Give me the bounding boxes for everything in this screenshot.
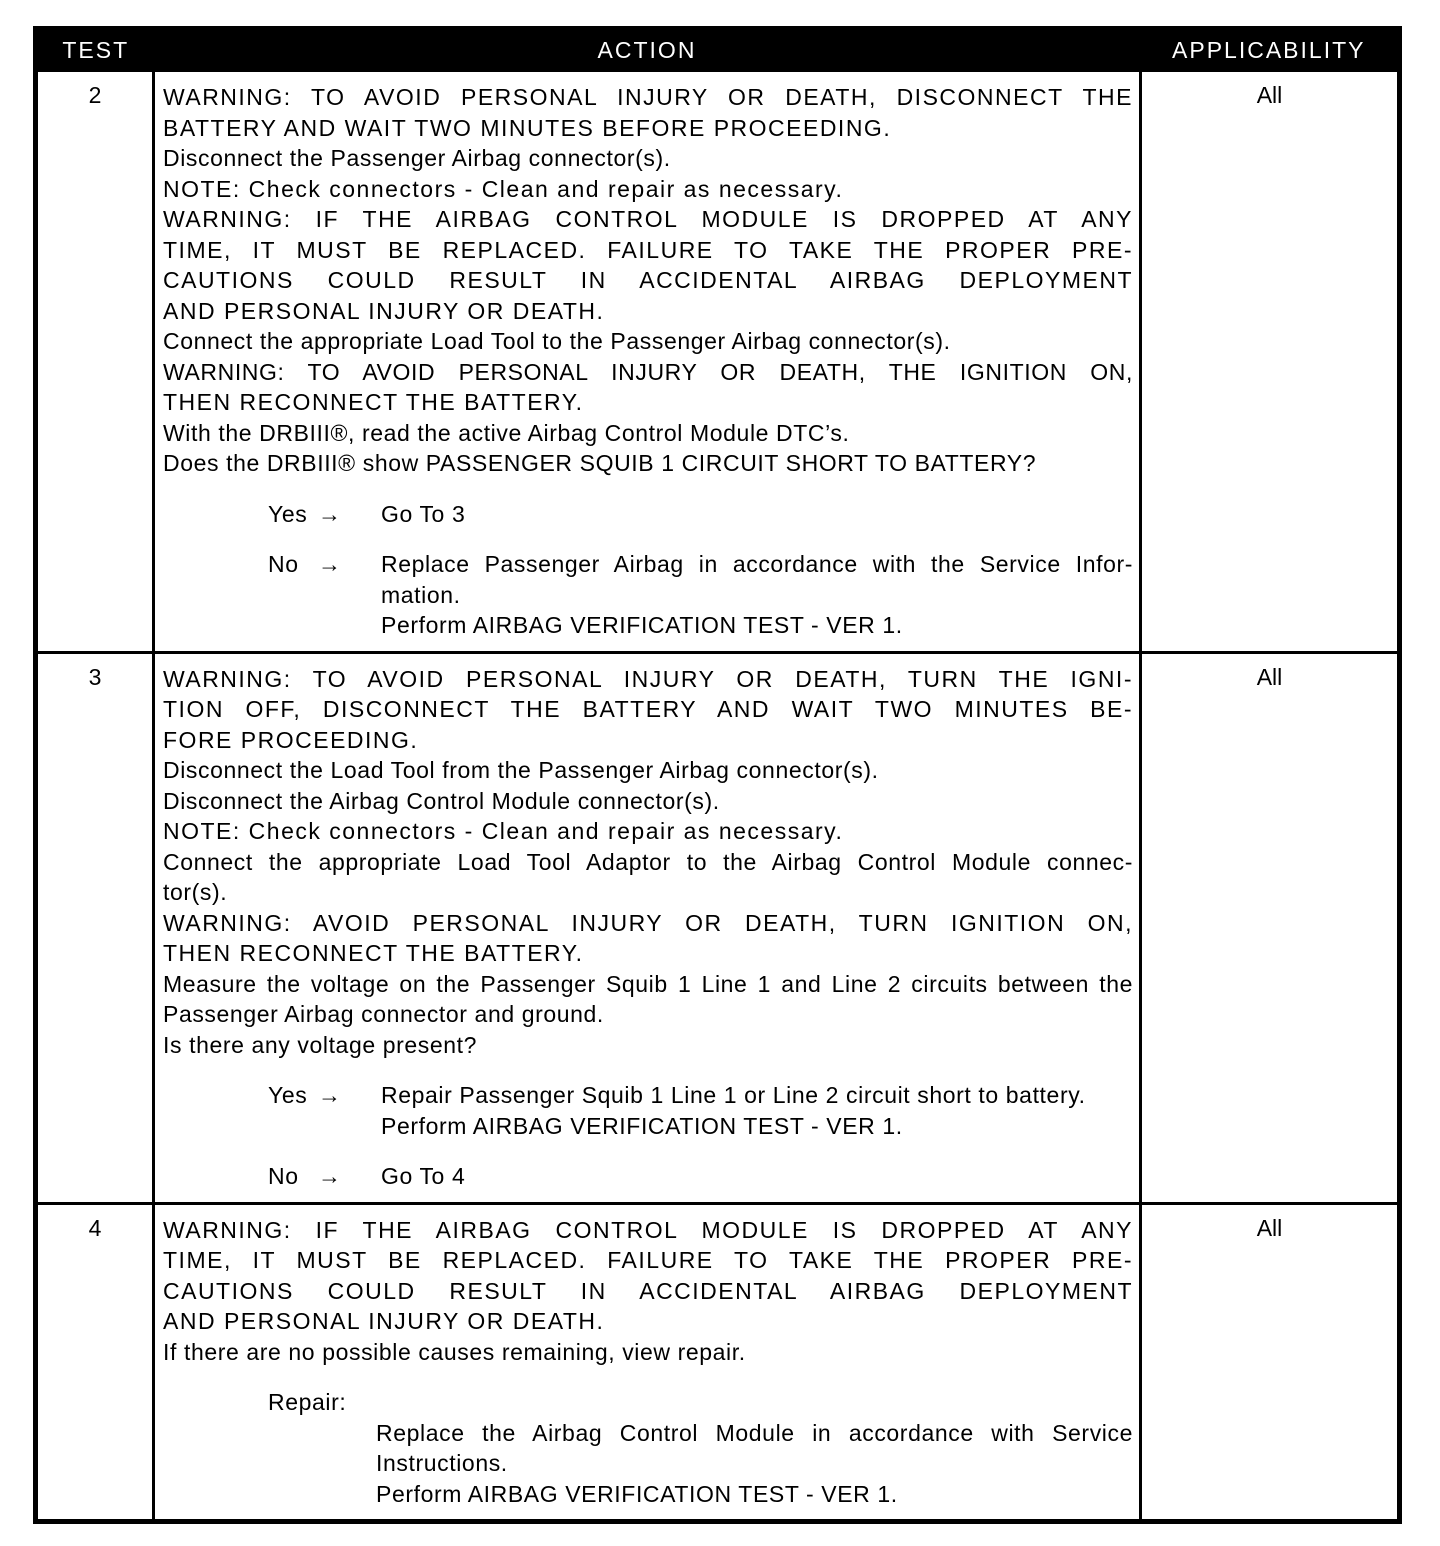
applicability: All: [1141, 71, 1400, 653]
no-label: No: [268, 1163, 299, 1189]
no-label: No: [268, 551, 299, 577]
branch-result: Go To 3: [381, 500, 466, 527]
applicability: All: [1141, 652, 1400, 1203]
branch-result: Repair Passenger Squib 1 Line 1 or Line 2 circuit short to battery.: [381, 1082, 1086, 1108]
action-line: TIME, IT MUST BE REPLACED. FAILURE TO TAKE THE PROPER PRE-: [163, 236, 1133, 263]
action-line: THEN RECONNECT THE BATTERY.: [163, 940, 584, 966]
action-cell: [154, 652, 1141, 1203]
repair-instructions: [376, 1418, 1133, 1510]
table-row: [36, 1203, 1400, 1522]
action-line: AND PERSONAL INJURY OR DEATH.: [163, 297, 605, 324]
action-line: WARNING: TO AVOID PERSONAL INJURY OR DEATH, THE IGNITION ON,: [163, 358, 1133, 385]
arrow-right-icon: →: [318, 1163, 342, 1189]
yes-label: Yes: [268, 1082, 308, 1108]
yes-label: Yes: [268, 500, 308, 527]
branch-result: Perform AIRBAG VERIFICATION TEST - VER 1.: [381, 612, 903, 638]
action-cell: [154, 1203, 1141, 1522]
applicability: All: [1141, 1203, 1400, 1522]
repair-line: Instructions.: [376, 1450, 508, 1476]
test-table: [33, 26, 1402, 1524]
action-line: NOTE: Check connectors - Clean and repair as necessary.: [163, 175, 844, 202]
header-test: TEST: [36, 29, 154, 71]
header-action: ACTION: [154, 29, 1141, 71]
action-line: AND PERSONAL INJURY OR DEATH.: [163, 1308, 605, 1334]
action-line: Connect the appropriate Load Tool Adaptor to the Airbag Control Module connec-: [163, 848, 1133, 875]
branch-result: mation.: [381, 581, 461, 608]
branch-result: Replace Passenger Airbag in accordance with the Service Infor-: [381, 551, 1133, 577]
action-line: TION OFF, DISCONNECT THE BATTERY AND WAIT TWO MINUTES BE-: [163, 696, 1133, 722]
arrow-right-icon: →: [318, 1082, 342, 1108]
repair-line: Perform AIRBAG VERIFICATION TEST - VER 1.: [376, 1480, 898, 1507]
action-line: Disconnect the Load Tool from the Passenger Airbag connector(s).: [163, 757, 879, 783]
test-number: 3: [36, 652, 154, 1203]
no-branch: [268, 1161, 1133, 1192]
action-line: Is there any voltage present?: [163, 1031, 478, 1058]
action-line: CAUTIONS COULD RESULT IN ACCIDENTAL AIRBAG DEPLOYMENT: [163, 267, 1133, 293]
yes-branch: [268, 1080, 1133, 1141]
header-applicability: APPLICABILITY: [1141, 29, 1400, 71]
action-line: TIME, IT MUST BE REPLACED. FAILURE TO TAKE THE PROPER PRE-: [163, 1247, 1133, 1273]
action-line: Disconnect the Passenger Airbag connector(s).: [163, 145, 671, 171]
arrow-right-icon: →: [318, 551, 342, 577]
diagnostic-procedure-table: [33, 26, 1397, 1524]
action-line: WARNING: IF THE AIRBAG CONTROL MODULE IS DROPPED AT ANY: [163, 1216, 1133, 1243]
branch-result: Go To 4: [381, 1163, 466, 1189]
action-line: BATTERY AND WAIT TWO MINUTES BEFORE PROCEEDING.: [163, 114, 892, 141]
action-line: WARNING: AVOID PERSONAL INJURY OR DEATH, TURN IGNITION ON,: [163, 909, 1133, 936]
action-line: WARNING: IF THE AIRBAG CONTROL MODULE IS DROPPED AT ANY: [163, 206, 1133, 232]
table-row: [36, 71, 1400, 653]
test-number: 4: [36, 1203, 154, 1522]
action-line: With the DRBIII®, read the active Airbag Control Module DTC’s.: [163, 419, 850, 446]
arrow-right-icon: →: [318, 500, 342, 527]
action-line: WARNING: TO AVOID PERSONAL INJURY OR DEATH, TURN THE IGNI-: [163, 665, 1133, 692]
table-row: [36, 652, 1400, 1203]
header-row: [36, 29, 1400, 71]
action-line: Connect the appropriate Load Tool to the Passenger Airbag connector(s).: [163, 328, 951, 354]
action-line: THEN RECONNECT THE BATTERY.: [163, 389, 584, 415]
branch-result: Perform AIRBAG VERIFICATION TEST - VER 1.: [381, 1112, 903, 1139]
repair-line: Replace the Airbag Control Module in accordance with Service: [376, 1419, 1133, 1446]
action-line: Measure the voltage on the Passenger Squib 1 Line 1 and Line 2 circuits between the: [163, 970, 1133, 997]
action-line: FORE PROCEEDING.: [163, 726, 419, 753]
repair-label: Repair:: [268, 1389, 347, 1415]
action-cell: [154, 71, 1141, 653]
test-number: 2: [36, 71, 154, 653]
action-line: If there are no possible causes remaining, view repair.: [163, 1338, 746, 1365]
no-branch: [268, 549, 1133, 641]
action-line: Passenger Airbag connector and ground.: [163, 1001, 604, 1027]
action-line: CAUTIONS COULD RESULT IN ACCIDENTAL AIRBAG DEPLOYMENT: [163, 1277, 1133, 1304]
action-line: WARNING: TO AVOID PERSONAL INJURY OR DEATH, DISCONNECT THE: [163, 84, 1133, 110]
action-line: NOTE: Check connectors - Clean and repair as necessary.: [163, 818, 844, 844]
action-line: Disconnect the Airbag Control Module connector(s).: [163, 787, 720, 814]
action-line: tor(s).: [163, 879, 228, 905]
yes-branch: [268, 499, 1133, 530]
action-line: Does the DRBIII® show PASSENGER SQUIB 1 CIRCUIT SHORT TO BATTERY?: [163, 450, 1037, 476]
